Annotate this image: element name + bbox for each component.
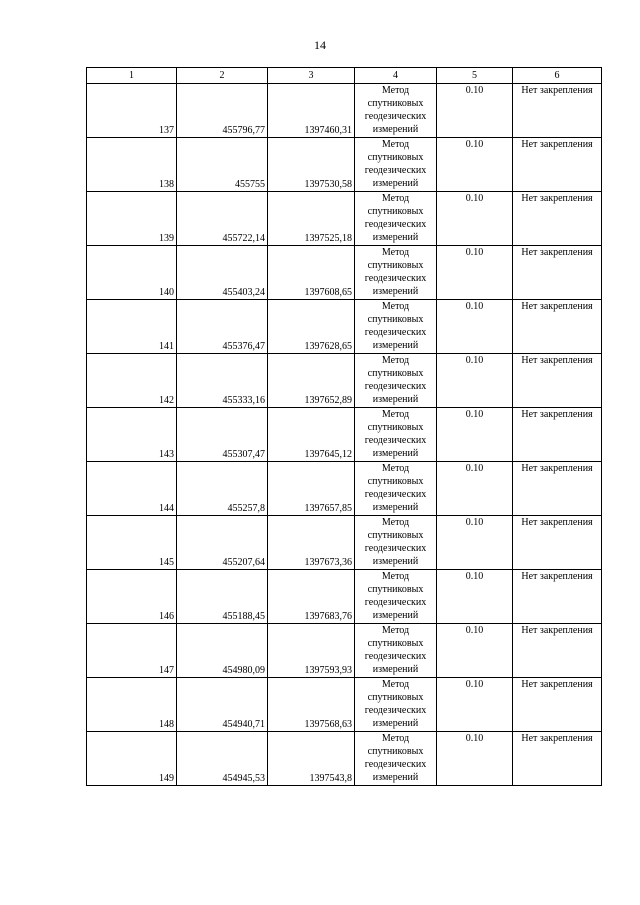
table-row <box>87 354 602 408</box>
fixing-cell: Нет закрепления <box>513 408 602 462</box>
point-number-cell: 143 <box>87 408 177 462</box>
x-coordinate-cell: 455207,64 <box>177 516 268 570</box>
x-coordinate-cell: 455376,47 <box>177 300 268 354</box>
x-coordinate-cell: 455796,77 <box>177 84 268 138</box>
table-header <box>87 68 602 84</box>
fixing-cell: Нет закрепления <box>513 624 602 678</box>
y-coordinate-cell: 1397593,93 <box>268 624 355 678</box>
table-row <box>87 516 602 570</box>
y-coordinate-cell: 1397525,18 <box>268 192 355 246</box>
y-coordinate-cell: 1397608,65 <box>268 246 355 300</box>
method-cell: Метод спутниковых геодезических измерений <box>355 624 437 678</box>
column-header-3: 3 <box>268 68 355 84</box>
point-number-cell: 149 <box>87 732 177 786</box>
x-coordinate-cell: 454945,53 <box>177 732 268 786</box>
table-row <box>87 462 602 516</box>
fixing-cell: Нет закрепления <box>513 570 602 624</box>
fixing-cell: Нет закрепления <box>513 732 602 786</box>
table-row <box>87 624 602 678</box>
column-header-2: 2 <box>177 68 268 84</box>
point-number-cell: 147 <box>87 624 177 678</box>
table-row <box>87 246 602 300</box>
point-number-cell: 145 <box>87 516 177 570</box>
x-coordinate-cell: 455307,47 <box>177 408 268 462</box>
method-cell: Метод спутниковых геодезических измерений <box>355 516 437 570</box>
fixing-cell: Нет закрепления <box>513 354 602 408</box>
fixing-cell: Нет закрепления <box>513 246 602 300</box>
page-number: 14 <box>314 38 326 52</box>
table-body <box>87 84 602 786</box>
table-row <box>87 192 602 246</box>
method-cell: Метод спутниковых геодезических измерений <box>355 678 437 732</box>
column-header-4: 4 <box>355 68 437 84</box>
y-coordinate-cell: 1397652,89 <box>268 354 355 408</box>
x-coordinate-cell: 455333,16 <box>177 354 268 408</box>
x-coordinate-cell: 455403,24 <box>177 246 268 300</box>
point-number-cell: 144 <box>87 462 177 516</box>
y-coordinate-cell: 1397645,12 <box>268 408 355 462</box>
header-row <box>87 68 602 84</box>
method-cell: Метод спутниковых геодезических измерений <box>355 138 437 192</box>
accuracy-cell: 0.10 <box>437 516 513 570</box>
accuracy-cell: 0.10 <box>437 732 513 786</box>
method-cell: Метод спутниковых геодезических измерений <box>355 732 437 786</box>
y-coordinate-cell: 1397568,63 <box>268 678 355 732</box>
table-row <box>87 732 602 786</box>
table-row <box>87 408 602 462</box>
accuracy-cell: 0.10 <box>437 408 513 462</box>
point-number-cell: 146 <box>87 570 177 624</box>
y-coordinate-cell: 1397673,36 <box>268 516 355 570</box>
fixing-cell: Нет закрепления <box>513 84 602 138</box>
table-row <box>87 678 602 732</box>
column-header-5: 5 <box>437 68 513 84</box>
fixing-cell: Нет закрепления <box>513 516 602 570</box>
column-header-1: 1 <box>87 68 177 84</box>
accuracy-cell: 0.10 <box>437 678 513 732</box>
y-coordinate-cell: 1397683,76 <box>268 570 355 624</box>
x-coordinate-cell: 454980,09 <box>177 624 268 678</box>
method-cell: Метод спутниковых геодезических измерений <box>355 192 437 246</box>
point-number-cell: 140 <box>87 246 177 300</box>
x-coordinate-cell: 455257,8 <box>177 462 268 516</box>
method-cell: Метод спутниковых геодезических измерений <box>355 354 437 408</box>
x-coordinate-cell: 455722,14 <box>177 192 268 246</box>
x-coordinate-cell: 454940,71 <box>177 678 268 732</box>
coordinates-table <box>86 67 602 786</box>
x-coordinate-cell: 455188,45 <box>177 570 268 624</box>
fixing-cell: Нет закрепления <box>513 192 602 246</box>
point-number-cell: 138 <box>87 138 177 192</box>
y-coordinate-cell: 1397460,31 <box>268 84 355 138</box>
method-cell: Метод спутниковых геодезических измерений <box>355 462 437 516</box>
table-row <box>87 138 602 192</box>
y-coordinate-cell: 1397530,58 <box>268 138 355 192</box>
table-row <box>87 300 602 354</box>
accuracy-cell: 0.10 <box>437 192 513 246</box>
accuracy-cell: 0.10 <box>437 84 513 138</box>
point-number-cell: 139 <box>87 192 177 246</box>
accuracy-cell: 0.10 <box>437 354 513 408</box>
method-cell: Метод спутниковых геодезических измерений <box>355 300 437 354</box>
accuracy-cell: 0.10 <box>437 570 513 624</box>
point-number-cell: 148 <box>87 678 177 732</box>
y-coordinate-cell: 1397657,85 <box>268 462 355 516</box>
point-number-cell: 141 <box>87 300 177 354</box>
y-coordinate-cell: 1397543,8 <box>268 732 355 786</box>
table-row <box>87 84 602 138</box>
x-coordinate-cell: 455755 <box>177 138 268 192</box>
accuracy-cell: 0.10 <box>437 624 513 678</box>
point-number-cell: 142 <box>87 354 177 408</box>
column-header-6: 6 <box>513 68 602 84</box>
table-row <box>87 570 602 624</box>
fixing-cell: Нет закрепления <box>513 138 602 192</box>
method-cell: Метод спутниковых геодезических измерений <box>355 246 437 300</box>
accuracy-cell: 0.10 <box>437 462 513 516</box>
fixing-cell: Нет закрепления <box>513 462 602 516</box>
accuracy-cell: 0.10 <box>437 246 513 300</box>
method-cell: Метод спутниковых геодезических измерений <box>355 84 437 138</box>
fixing-cell: Нет закрепления <box>513 678 602 732</box>
method-cell: Метод спутниковых геодезических измерений <box>355 570 437 624</box>
y-coordinate-cell: 1397628,65 <box>268 300 355 354</box>
accuracy-cell: 0.10 <box>437 138 513 192</box>
method-cell: Метод спутниковых геодезических измерений <box>355 408 437 462</box>
fixing-cell: Нет закрепления <box>513 300 602 354</box>
point-number-cell: 137 <box>87 84 177 138</box>
accuracy-cell: 0.10 <box>437 300 513 354</box>
